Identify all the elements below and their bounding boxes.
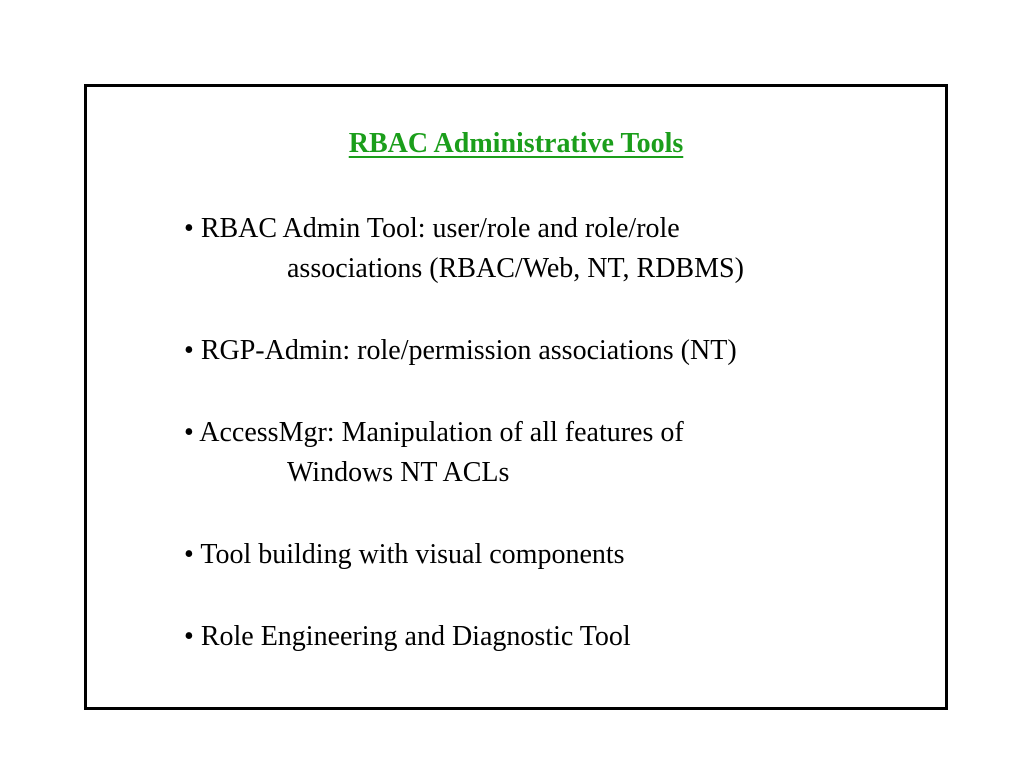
bullet-text: RGP-Admin: role/permission associations (NT)	[200, 335, 737, 366]
slide-frame	[84, 84, 948, 710]
bullet-item	[184, 617, 744, 657]
bullet-continuation: associations (RBAC/Web, NT, RDBMS)	[287, 253, 744, 284]
bullet-glyph: •	[184, 335, 194, 366]
bullet-line	[184, 209, 744, 249]
bullet-glyph: •	[184, 539, 194, 570]
bullet-text: Role Engineering and Diagnostic Tool	[200, 621, 631, 652]
slide-title: RBAC Administrative Tools	[348, 128, 684, 159]
bullet-list	[184, 209, 744, 699]
bullet-line	[184, 331, 744, 371]
bullet-text: RBAC Admin Tool: user/role and role/role	[200, 213, 680, 244]
bullet-item	[184, 413, 744, 493]
bullet-glyph: •	[184, 213, 194, 244]
bullet-text: Tool building with visual components	[200, 539, 625, 570]
bullet-glyph: •	[184, 621, 194, 652]
bullet-continuation: Windows NT ACLs	[287, 457, 510, 488]
bullet-text: AccessMgr: Manipulation of all features of	[199, 417, 684, 448]
bullet-item	[184, 535, 744, 575]
bullet-item	[184, 331, 744, 371]
bullet-item	[184, 209, 744, 289]
bullet-glyph: •	[184, 417, 194, 448]
bullet-line	[184, 617, 744, 657]
bullet-line	[184, 413, 744, 453]
bullet-line	[184, 535, 744, 575]
